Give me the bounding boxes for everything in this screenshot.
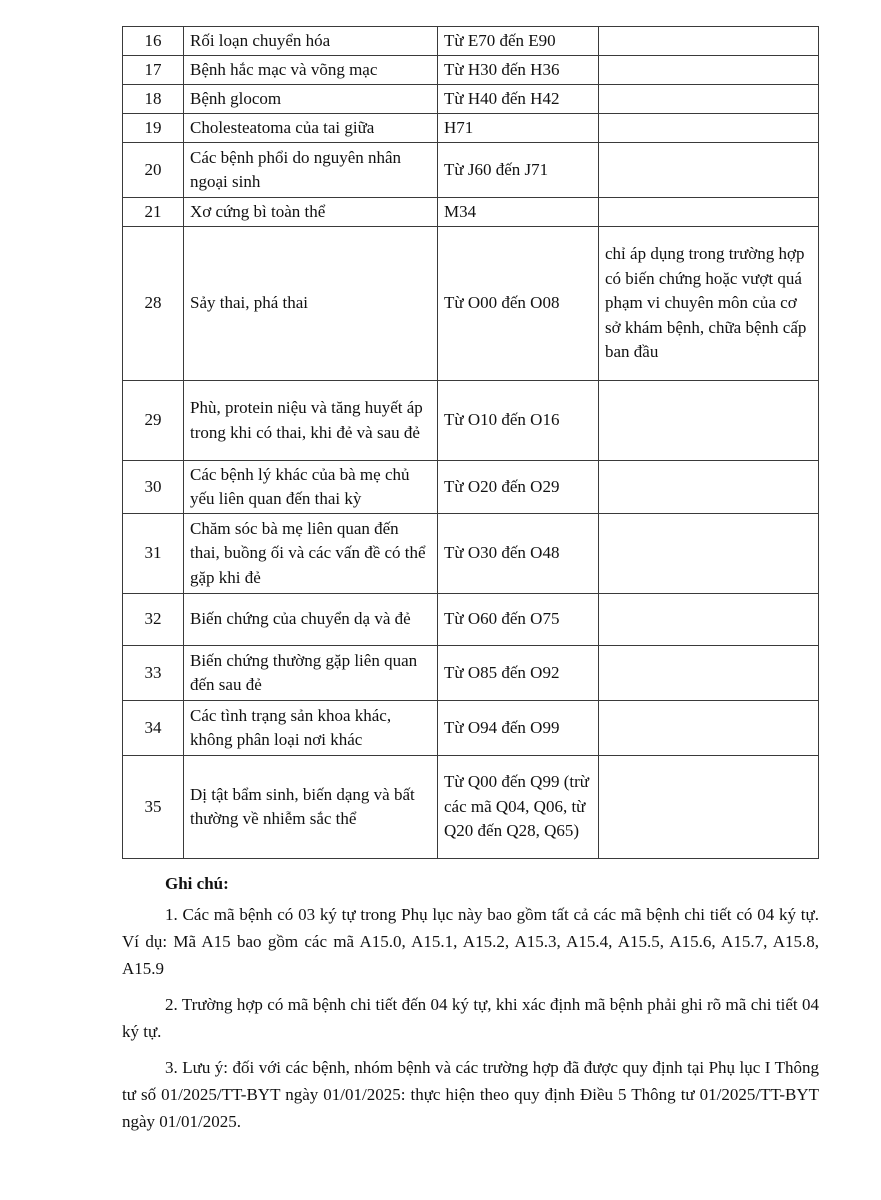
row-number: 30 bbox=[123, 461, 184, 514]
disease-name: Chăm sóc bà mẹ liên quan đến thai, buồng ối và các vấn đề có thể gặp khi đẻ bbox=[184, 514, 438, 594]
table-row bbox=[123, 143, 819, 198]
row-number: 21 bbox=[123, 198, 184, 227]
row-note bbox=[599, 514, 819, 594]
icd-code-range: Từ J60 đến J71 bbox=[438, 143, 599, 198]
note-item-1: 1. Các mã bệnh có 03 ký tự trong Phụ lục này bao gồm tất cả các mã bệnh chi tiết có 04 ký tự. Ví dụ: Mã A15 bao gồm các mã A15.0, A15.1, A15.2, A15.3, A15.4, A15.5, A15.6, A15.7, A15.8, A15.9 bbox=[122, 905, 819, 978]
disease-name: Bệnh hắc mạc và võng mạc bbox=[184, 56, 438, 85]
icd-code-range: Từ H40 đến H42 bbox=[438, 85, 599, 114]
disease-name: Biến chứng của chuyển dạ và đẻ bbox=[184, 594, 438, 646]
icd-code-range: Từ O00 đến O08 bbox=[438, 227, 599, 381]
table-row bbox=[123, 756, 819, 859]
table-row bbox=[123, 227, 819, 381]
row-note bbox=[599, 701, 819, 756]
row-note bbox=[599, 646, 819, 701]
row-number: 34 bbox=[123, 701, 184, 756]
row-note bbox=[599, 27, 819, 56]
row-note bbox=[599, 594, 819, 646]
row-note bbox=[599, 143, 819, 198]
table-row bbox=[123, 56, 819, 85]
disease-name: Xơ cứng bì toàn thể bbox=[184, 198, 438, 227]
row-number: 17 bbox=[123, 56, 184, 85]
row-note bbox=[599, 756, 819, 859]
table-row bbox=[123, 701, 819, 756]
table-body bbox=[123, 27, 819, 859]
table-row bbox=[123, 594, 819, 646]
row-number: 20 bbox=[123, 143, 184, 198]
disease-name: Dị tật bẩm sinh, biến dạng và bất thường về nhiễm sắc thể bbox=[184, 756, 438, 859]
icd-code-range: Từ O94 đến O99 bbox=[438, 701, 599, 756]
note-item-3: 3. Lưu ý: đối với các bệnh, nhóm bệnh và các trường hợp đã được quy định tại Phụ lục I Thông tư số 01/2025/TT-BYT ngày 01/01/2025: thực hiện theo quy định Điều 5 Thông tư 01/2025/TT-BYT ngày 01/01/2025. bbox=[122, 1058, 819, 1131]
row-number: 28 bbox=[123, 227, 184, 381]
disease-name: Các bệnh lý khác của bà mẹ chủ yếu liên quan đến thai kỳ bbox=[184, 461, 438, 514]
disease-name: Bệnh glocom bbox=[184, 85, 438, 114]
row-note bbox=[599, 198, 819, 227]
notes-title: Ghi chú: bbox=[165, 874, 229, 893]
row-number: 19 bbox=[123, 114, 184, 143]
disease-name: Các tình trạng sản khoa khác, không phân loại nơi khác bbox=[184, 701, 438, 756]
row-note bbox=[599, 114, 819, 143]
disease-name: Cholesteatoma của tai giữa bbox=[184, 114, 438, 143]
icd-code-range: Từ Q00 đến Q99 (trừ các mã Q04, Q06, từ Q20 đến Q28, Q65) bbox=[438, 756, 599, 859]
icd-code-range: Từ O20 đến O29 bbox=[438, 461, 599, 514]
note-item-2: 2. Trường hợp có mã bệnh chi tiết đến 04 ký tự, khi xác định mã bệnh phải ghi rõ mã chi tiết 04 ký tự. bbox=[122, 995, 819, 1041]
table-row bbox=[123, 514, 819, 594]
disease-name: Sảy thai, phá thai bbox=[184, 227, 438, 381]
table-row bbox=[123, 85, 819, 114]
row-note bbox=[599, 56, 819, 85]
disease-name: Các bệnh phổi do nguyên nhân ngoại sinh bbox=[184, 143, 438, 198]
table-row bbox=[123, 27, 819, 56]
icd-code-range: Từ O30 đến O48 bbox=[438, 514, 599, 594]
row-number: 16 bbox=[123, 27, 184, 56]
table-row bbox=[123, 646, 819, 701]
table-row bbox=[123, 461, 819, 514]
disease-code-table bbox=[122, 26, 819, 859]
table-row bbox=[123, 114, 819, 143]
icd-code-range: M34 bbox=[438, 198, 599, 227]
row-number: 31 bbox=[123, 514, 184, 594]
table-row bbox=[123, 381, 819, 461]
disease-name: Rối loạn chuyển hóa bbox=[184, 27, 438, 56]
table-row bbox=[123, 198, 819, 227]
icd-code-range: Từ E70 đến E90 bbox=[438, 27, 599, 56]
row-number: 32 bbox=[123, 594, 184, 646]
row-number: 29 bbox=[123, 381, 184, 461]
row-note bbox=[599, 85, 819, 114]
icd-code-range: Từ O85 đến O92 bbox=[438, 646, 599, 701]
row-note bbox=[599, 381, 819, 461]
row-note bbox=[599, 461, 819, 514]
disease-name: Biến chứng thường gặp liên quan đến sau đẻ bbox=[184, 646, 438, 701]
disease-name: Phù, protein niệu và tăng huyết áp trong khi có thai, khi đẻ và sau đẻ bbox=[184, 381, 438, 461]
icd-code-range: H71 bbox=[438, 114, 599, 143]
icd-code-range: Từ O60 đến O75 bbox=[438, 594, 599, 646]
notes-section bbox=[122, 870, 819, 1144]
icd-code-range: Từ O10 đến O16 bbox=[438, 381, 599, 461]
row-note: chỉ áp dụng trong trường hợp có biến chứng hoặc vượt quá phạm vi chuyên môn của cơ sở khám bệnh, chữa bệnh cấp ban đầu bbox=[599, 227, 819, 381]
row-number: 18 bbox=[123, 85, 184, 114]
icd-code-range: Từ H30 đến H36 bbox=[438, 56, 599, 85]
row-number: 33 bbox=[123, 646, 184, 701]
row-number: 35 bbox=[123, 756, 184, 859]
